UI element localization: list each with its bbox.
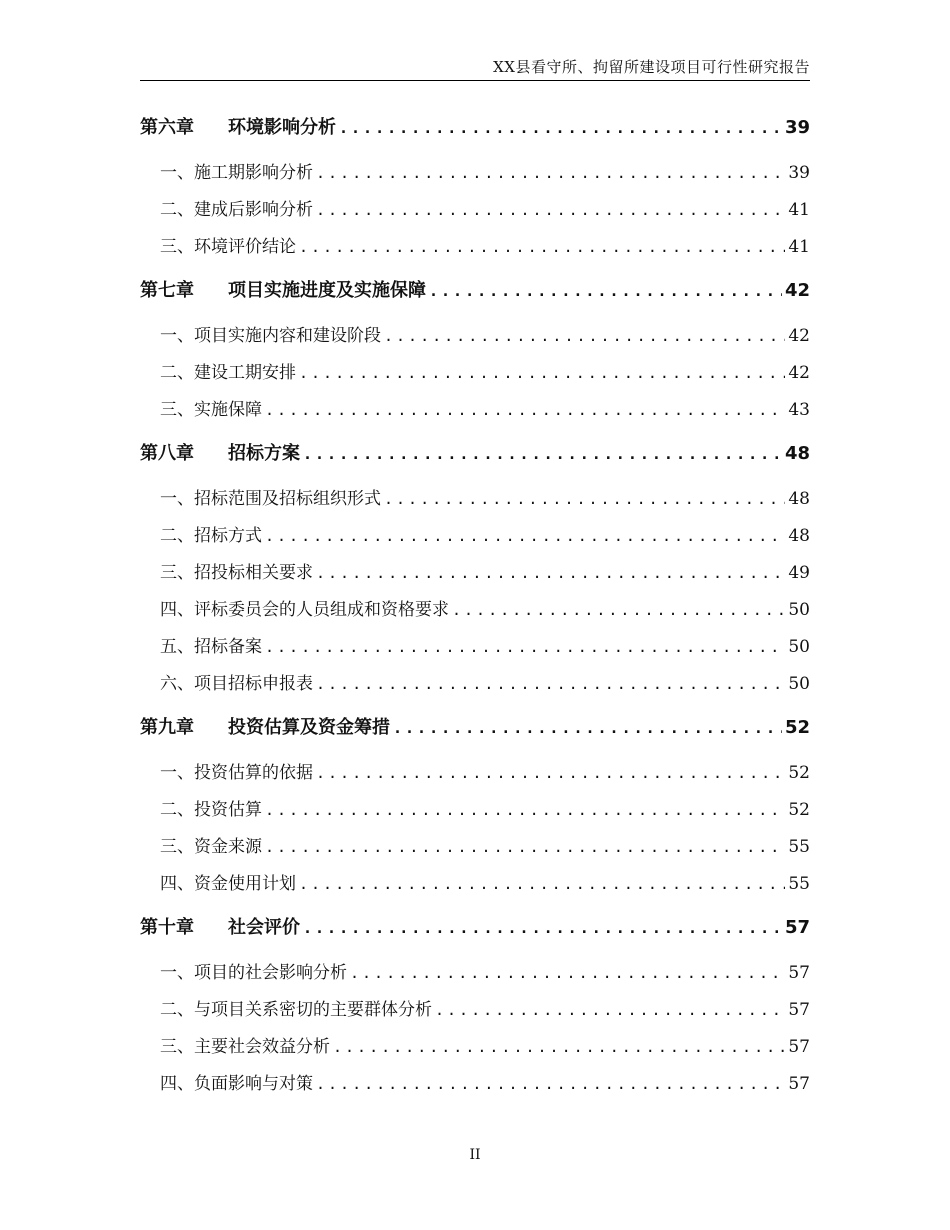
dot-leader xyxy=(316,192,785,228)
toc-section[interactable] xyxy=(140,629,810,666)
section-title: 四、资金使用计划 xyxy=(160,874,296,894)
page-number: 55 xyxy=(788,837,810,857)
toc-section[interactable] xyxy=(140,829,810,866)
chapter-number: 第八章 xyxy=(140,443,194,464)
page-number: 52 xyxy=(784,717,810,738)
page-number: 50 xyxy=(788,600,810,620)
toc-section[interactable] xyxy=(140,155,810,192)
section-title: 六、项目招标申报表 xyxy=(160,674,313,694)
dot-leader xyxy=(303,908,782,948)
toc-section[interactable] xyxy=(140,555,810,592)
toc-section[interactable] xyxy=(140,955,810,992)
page-number: 42 xyxy=(784,280,810,301)
dot-leader xyxy=(265,392,785,428)
section-title: 三、主要社会效益分析 xyxy=(160,1037,330,1057)
dot-leader xyxy=(393,708,782,748)
toc-section[interactable] xyxy=(140,392,810,429)
page-number: 48 xyxy=(784,443,810,464)
chapter-number: 第九章 xyxy=(140,717,194,738)
dot-leader xyxy=(350,955,785,991)
toc-section[interactable] xyxy=(140,481,810,518)
section-title: 四、评标委员会的人员组成和资格要求 xyxy=(160,600,449,620)
toc-chapter[interactable] xyxy=(140,433,810,479)
page-number: 50 xyxy=(788,674,810,694)
dot-leader xyxy=(452,592,785,628)
dot-leader xyxy=(384,318,785,354)
page-number: 52 xyxy=(788,763,810,783)
page-number: 42 xyxy=(788,326,810,346)
section-title: 二、建设工期安排 xyxy=(160,363,296,383)
page-header xyxy=(140,56,810,81)
dot-leader xyxy=(316,755,785,791)
toc-section[interactable] xyxy=(140,355,810,392)
chapter-title: 投资估算及资金筹措 xyxy=(228,717,390,738)
section-title: 二、招标方式 xyxy=(160,526,262,546)
dot-leader xyxy=(384,481,785,517)
chapter-title: 招标方案 xyxy=(228,443,300,464)
page-number: 49 xyxy=(788,563,810,583)
dot-leader xyxy=(316,1066,785,1102)
toc-section[interactable] xyxy=(140,666,810,703)
table-of-contents xyxy=(140,107,810,1103)
toc-chapter[interactable] xyxy=(140,270,810,316)
toc-chapter[interactable] xyxy=(140,707,810,753)
dot-leader xyxy=(299,355,785,391)
chapter-number: 第七章 xyxy=(140,280,194,301)
toc-section[interactable] xyxy=(140,992,810,1029)
section-title: 四、负面影响与对策 xyxy=(160,1074,313,1094)
dot-leader xyxy=(339,108,782,148)
section-title: 三、资金来源 xyxy=(160,837,262,857)
toc-section[interactable] xyxy=(140,518,810,555)
section-title: 二、与项目关系密切的主要群体分析 xyxy=(160,1000,432,1020)
dot-leader xyxy=(265,829,785,865)
page-footer xyxy=(0,1147,950,1163)
page-number: 57 xyxy=(788,1074,810,1094)
dot-leader xyxy=(316,155,785,191)
page-number: 43 xyxy=(788,400,810,420)
page-number: 50 xyxy=(788,637,810,657)
toc-section[interactable] xyxy=(140,1029,810,1066)
section-title: 三、实施保障 xyxy=(160,400,262,420)
dot-leader xyxy=(299,229,785,265)
page-number: 39 xyxy=(788,163,810,183)
section-title: 二、投资估算 xyxy=(160,800,262,820)
page-number: 57 xyxy=(788,963,810,983)
chapter-title: 项目实施进度及实施保障 xyxy=(228,280,426,301)
page-number: 41 xyxy=(788,200,810,220)
section-title: 三、招投标相关要求 xyxy=(160,563,313,583)
section-title: 二、建成后影响分析 xyxy=(160,200,313,220)
dot-leader xyxy=(265,792,785,828)
dot-leader xyxy=(316,555,785,591)
toc-chapter[interactable] xyxy=(140,907,810,953)
dot-leader xyxy=(435,992,785,1028)
chapter-title: 社会评价 xyxy=(228,917,300,938)
section-title: 一、投资估算的依据 xyxy=(160,763,313,783)
section-title: 一、项目的社会影响分析 xyxy=(160,963,347,983)
chapter-title: 环境影响分析 xyxy=(228,117,336,138)
page-number: 42 xyxy=(788,363,810,383)
toc-section[interactable] xyxy=(140,866,810,903)
dot-leader xyxy=(303,434,782,474)
document-title: XX县看守所、拘留所建设项目可行性研究报告 xyxy=(493,58,810,76)
dot-leader xyxy=(316,666,785,702)
toc-section[interactable] xyxy=(140,792,810,829)
toc-section[interactable] xyxy=(140,1066,810,1103)
page-number: 52 xyxy=(788,800,810,820)
page-number: 48 xyxy=(788,489,810,509)
toc-section[interactable] xyxy=(140,755,810,792)
dot-leader xyxy=(333,1029,785,1065)
section-title: 一、施工期影响分析 xyxy=(160,163,313,183)
dot-leader xyxy=(429,271,782,311)
toc-section[interactable] xyxy=(140,592,810,629)
page-number: 55 xyxy=(788,874,810,894)
page-number: 41 xyxy=(788,237,810,257)
page-number: 57 xyxy=(784,917,810,938)
section-title: 一、项目实施内容和建设阶段 xyxy=(160,326,381,346)
dot-leader xyxy=(265,629,785,665)
toc-section[interactable] xyxy=(140,229,810,266)
page-number: 39 xyxy=(784,117,810,138)
toc-section[interactable] xyxy=(140,318,810,355)
toc-section[interactable] xyxy=(140,192,810,229)
dot-leader xyxy=(265,518,785,554)
footer-page-number: II xyxy=(469,1147,481,1163)
page-number: 48 xyxy=(788,526,810,546)
page-number: 57 xyxy=(788,1000,810,1020)
section-title: 一、招标范围及招标组织形式 xyxy=(160,489,381,509)
page-number: 57 xyxy=(788,1037,810,1057)
chapter-number: 第十章 xyxy=(140,917,194,938)
section-title: 三、环境评价结论 xyxy=(160,237,296,257)
section-title: 五、招标备案 xyxy=(160,637,262,657)
toc-chapter[interactable] xyxy=(140,107,810,153)
chapter-number: 第六章 xyxy=(140,117,194,138)
dot-leader xyxy=(299,866,785,902)
